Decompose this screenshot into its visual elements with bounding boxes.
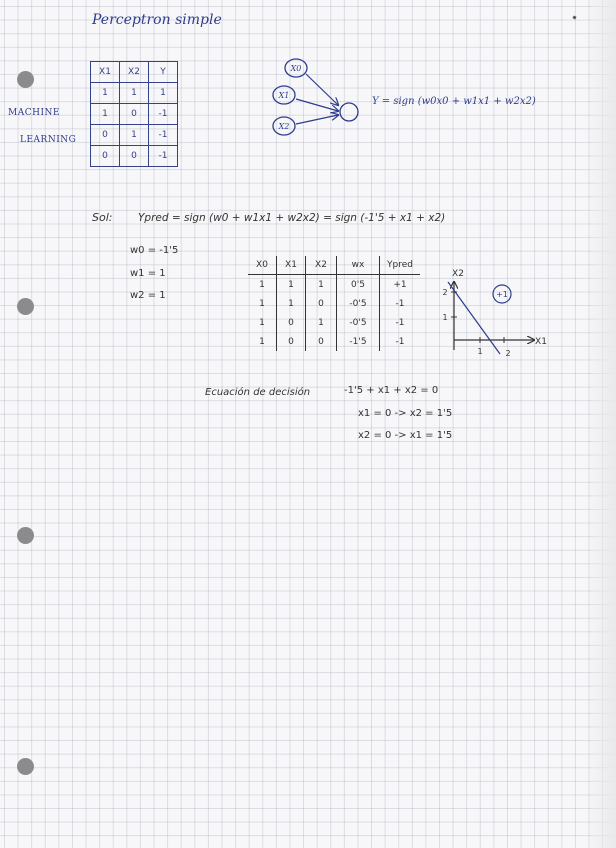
cell: 1: [277, 294, 306, 313]
cell: 0: [277, 332, 306, 351]
cell: -1: [380, 332, 421, 351]
cell: 1: [91, 104, 120, 125]
cell: 1: [120, 125, 149, 146]
header-wx: wx: [337, 256, 380, 275]
tick-label-x2: 2: [505, 349, 511, 358]
cell: 0: [120, 104, 149, 125]
weight-w2: w2 = 1: [130, 290, 166, 301]
binder-hole: [17, 71, 34, 88]
cell: 1: [259, 279, 265, 290]
header-y: Y: [149, 62, 178, 83]
prediction-table-header: [248, 256, 420, 275]
output-neuron: [340, 103, 358, 121]
cell: -1: [380, 313, 421, 332]
table-row: [91, 146, 178, 167]
arrow-x0: [306, 74, 338, 105]
cell: 1: [259, 336, 265, 347]
header-x1: X1: [91, 62, 120, 83]
decision-line: [448, 282, 500, 354]
cell: 0: [91, 146, 120, 167]
cell: -1: [149, 146, 178, 167]
arrow-x2: [296, 115, 338, 124]
table-row: [248, 294, 420, 313]
decision-boundary-graph: [436, 262, 548, 362]
input-label-x2: X2: [278, 122, 290, 131]
truth-table: [90, 61, 178, 167]
margin-note-line1: MACHINE: [8, 108, 60, 118]
graph-x-label: X1: [535, 337, 547, 347]
cell: 0: [306, 332, 337, 351]
header-x2: X2: [306, 256, 337, 275]
cell: 1: [306, 313, 337, 332]
tick-label-x1: 1: [477, 347, 483, 356]
table-row: [248, 313, 420, 332]
decision-point-1: x1 = 0 -> x2 = 1'5: [358, 408, 453, 419]
table-row: [91, 125, 178, 146]
page-title: Perceptron simple: [92, 12, 222, 28]
cell: 0: [277, 313, 306, 332]
perceptron-equation: Y = sign (w0x0 + w1x1 + w2x2): [372, 96, 536, 107]
cell: 1: [259, 317, 265, 328]
arrow-x1: [296, 99, 338, 111]
cell: -1: [380, 294, 421, 313]
input-label-x0: X0: [290, 64, 302, 73]
table-row: [91, 83, 178, 104]
cell: 1: [91, 83, 120, 104]
prediction-equation: Ypred = sign (w0 + w1x1 + w2x2) = sign (-1'5 + x1 + x2): [138, 212, 446, 224]
region-label: +1: [496, 290, 508, 299]
tick-label-y2: 2: [442, 288, 448, 297]
cell: 1: [306, 275, 337, 295]
header-x1: X1: [277, 256, 306, 275]
cell: +1: [380, 275, 421, 295]
cell: 0: [306, 294, 337, 313]
input-label-x1: X1: [278, 91, 290, 100]
binder-hole: [17, 298, 34, 315]
cell: 1: [259, 298, 265, 309]
table-row: [248, 332, 420, 351]
cell: 0: [91, 125, 120, 146]
header-x2: X2: [120, 62, 149, 83]
cell: 0: [120, 146, 149, 167]
decision-point-2: x2 = 0 -> x1 = 1'5: [358, 430, 453, 441]
cell: 1: [149, 83, 178, 104]
perceptron-diagram: [262, 55, 372, 145]
decision-label: Ecuación de decisión: [205, 387, 311, 398]
binder-hole: [17, 758, 34, 775]
decision-equation: -1'5 + x1 + x2 = 0: [344, 385, 439, 396]
prediction-table: [248, 256, 420, 351]
cell: 1: [120, 83, 149, 104]
cell: -1: [149, 125, 178, 146]
cell: 1: [277, 275, 306, 295]
cell: -1'5: [337, 332, 380, 351]
table-row: [91, 104, 178, 125]
weight-w1: w1 = 1: [130, 268, 166, 279]
cell: 0'5: [337, 275, 380, 295]
graph-y-label: X2: [452, 269, 464, 279]
header-ypred: Ypred: [380, 256, 421, 275]
cell: -0'5: [337, 313, 380, 332]
weight-w0: w0 = -1'5: [130, 245, 179, 256]
tick-label-y1: 1: [442, 313, 448, 322]
solution-label: Sol:: [92, 211, 113, 224]
pencil-mark: [572, 15, 576, 19]
binder-hole: [17, 527, 34, 544]
table-row: [248, 275, 420, 295]
header-x0: X0: [248, 256, 277, 275]
truth-table-header: [91, 62, 178, 83]
cell: -0'5: [337, 294, 380, 313]
margin-note-line2: LEARNING: [20, 135, 77, 145]
cell: -1: [149, 104, 178, 125]
